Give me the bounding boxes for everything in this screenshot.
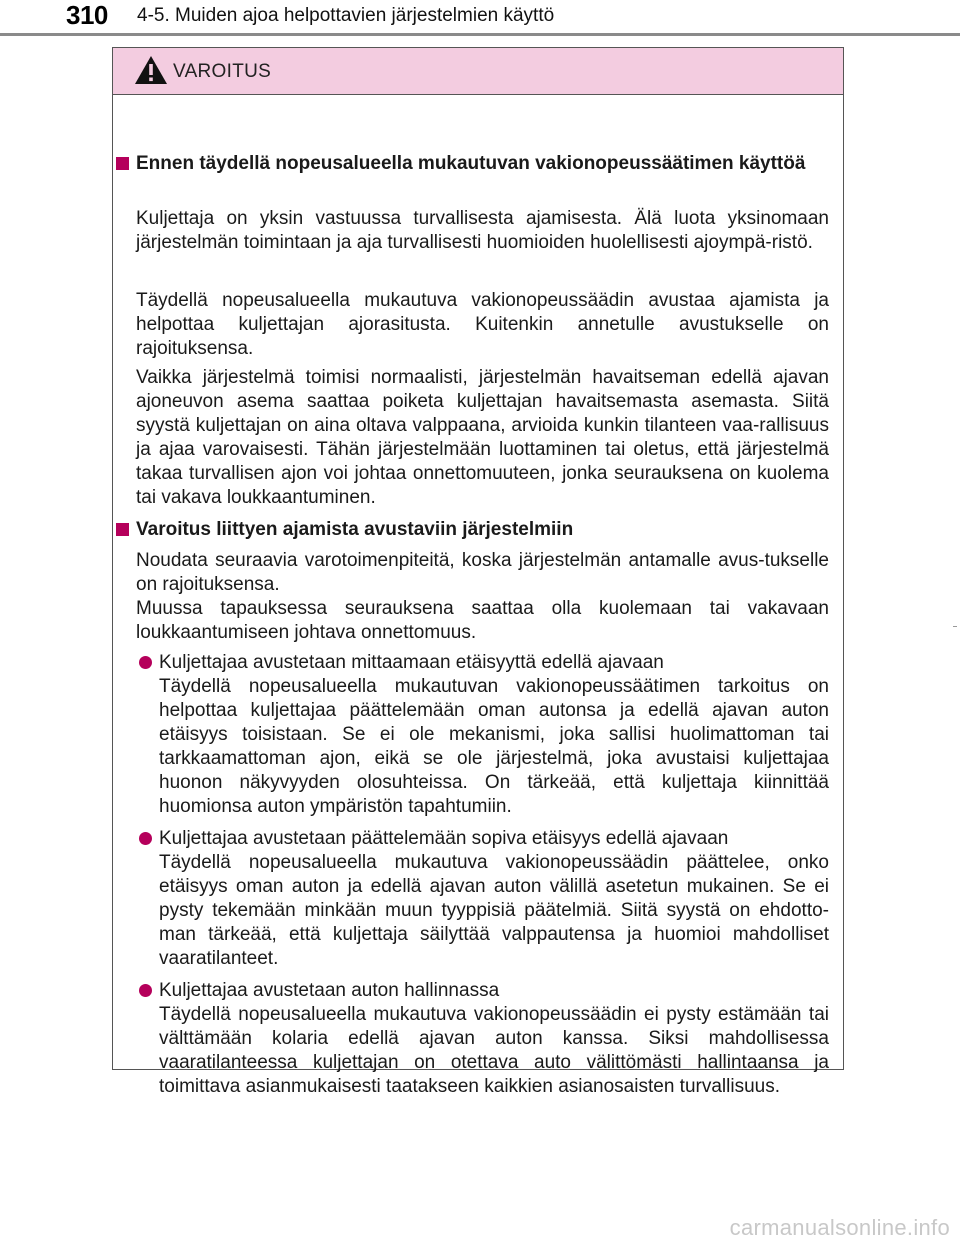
bullet-title: Kuljettajaa avustetaan mittaamaan etäisyyttä edellä ajavaan: [159, 652, 664, 673]
warning-label: VAROITUS: [173, 61, 272, 82]
bullet-title: Kuljettajaa avustetaan päättelemään sopiva etäisyys edellä ajavaan: [159, 828, 729, 849]
page-number: 310: [66, 0, 108, 30]
section-heading: Ennen täydellä nopeusalueella mukautuvan vakionopeussäätimen käyttöä: [136, 153, 806, 174]
watermark: carmanualsonline.info: [729, 1215, 950, 1240]
header-divider: [0, 33, 960, 36]
square-bullet-icon: [116, 523, 129, 536]
circle-bullet-icon: [139, 832, 152, 845]
bullet-text: Täydellä nopeusalueella mukautuvan vakionopeussäätimen tarkoitus on helpottaa kuljettajaa päättelemään oman autonsa ja edellä ajavan auton etäisyys toisistaan. Se ei ole mekanismi, joka sallisi huolimattoman tai tarkkaamattoman ajon, eikä se ole järjestelmä, joka avustaisi kuljettajaa huonon näkyvyyden olosuhteissa. On tärkeää, että kuljettaja kiinnittää huomionsa auton ympäristön tapahtumiin.: [159, 676, 829, 817]
bullet-text: Täydellä nopeusalueella mukautuva vakionopeussäädin ei pysty estämään tai välttämään kolaria edellä ajavan auton kanssa. Siksi mahdollisessa vaaratilanteessa kuljettajan on otettava auto välittömästi hallintaansa ja toimittava asianmukaisesti taatakseen kaikkien asianosaisten turvallisuus.: [159, 1004, 829, 1097]
chapter-title: 4-5. Muiden ajoa helpottavien järjestelmien käyttö: [137, 5, 555, 26]
warning-header: [113, 48, 843, 95]
warning-box: [112, 47, 844, 1097]
warning-triangle-icon: [134, 55, 168, 85]
section-heading: Varoitus liittyen ajamista avustaviin järjestelmiin: [136, 519, 574, 540]
margin-tick: [953, 626, 957, 627]
bullet-title: Kuljettajaa avustetaan auton hallinnassa: [159, 980, 500, 1001]
bullet-text: Täydellä nopeusalueella mukautuva vakionopeussäädin päättelee, onko etäisyys oman auton ja edellä ajavan auton välillä asetetun mukainen. Se ei pysty tekemään minkään muun tyyppisiä päätelmiä. Siitä syystä on ehdotto-man tärkeää, että kuljettaja säilyttää valppautensa ja huomioi mahdolliset vaaratilanteet.: [159, 852, 829, 969]
paragraph: Täydellä nopeusalueella mukautuva vakionopeussäädin avustaa ajamista ja helpottaa kuljettajan ajorasitusta. Kuitenkin annetulle avustukselle on rajoituksensa.: [136, 290, 829, 359]
circle-bullet-icon: [139, 984, 152, 997]
paragraph: Vaikka järjestelmä toimisi normaalisti, järjestelmän havaitseman edellä ajavan ajoneuvon asema saattaa poiketa kuljettajan havaitsemasta asemasta. Siitä syystä kuljettajan on aina oltava valppaana, arvioida kunkin tilanteen vaa-rallisuus ja ajaa varovaisesti. Tähän järjestelmään luottaminen tai oletus, että järjestelmä takaa turvallisen ajon voi johtaa onnettomuuteen, jonka seurauksena on kuolema tai vakava loukkaantuminen.: [136, 367, 829, 508]
paragraph: Kuljettaja on yksin vastuussa turvallisesta ajamisesta. Älä luota yksinomaan järjestelmän toimintaan ja aja turvallisesti huomioiden huolellisesti ajoympä-ristö.: [136, 208, 829, 253]
circle-bullet-icon: [139, 656, 152, 669]
paragraph: Muussa tapauksessa seurauksena saattaa olla kuolemaan tai vakavaan loukkaantumiseen johtava onnettomuus.: [136, 598, 829, 643]
paragraph: Noudata seuraavia varotoimenpiteitä, koska järjestelmän antamalle avus-tukselle on rajoituksensa.: [136, 550, 829, 595]
square-bullet-icon: [116, 157, 129, 170]
